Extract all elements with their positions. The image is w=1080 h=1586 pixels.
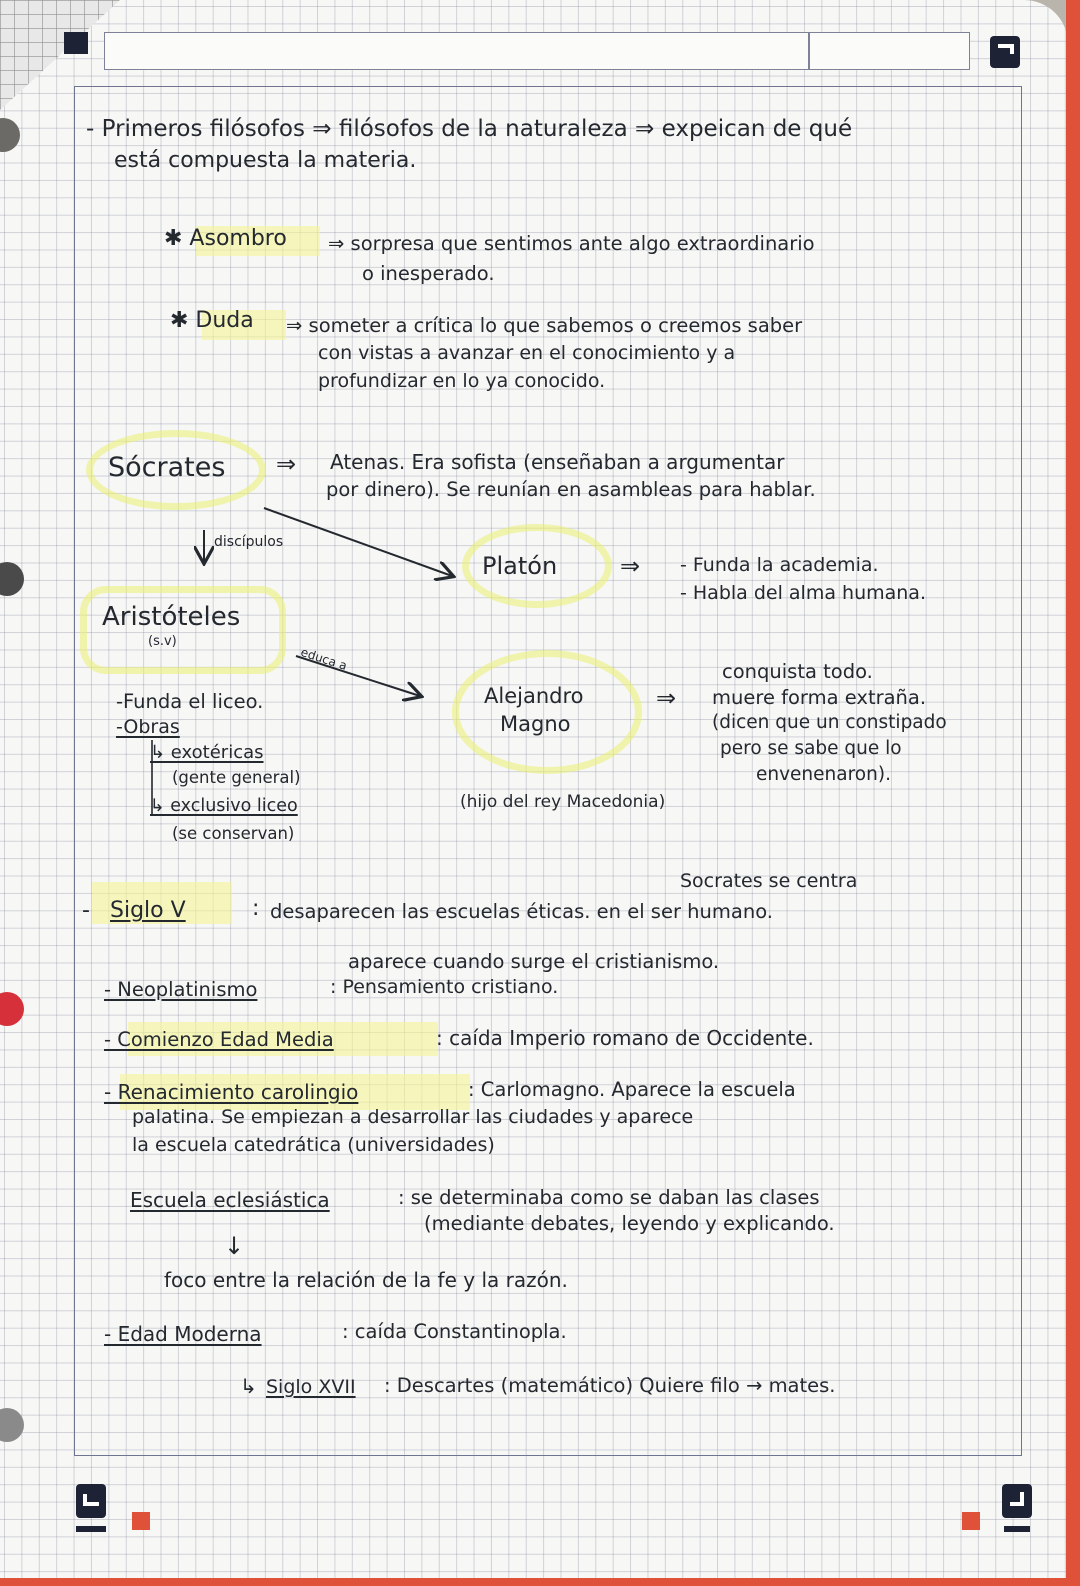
obra-1: ↳ exotéricas (150, 742, 264, 763)
disciples-label: discípulos (214, 534, 284, 550)
alejandro-note: (hijo del rey Macedonia) (460, 792, 666, 812)
socrates-desc-1: Atenas. Era sofista (enseñaban a argumentar (330, 450, 785, 474)
socrates-desc-2: por dinero). Se reunían en asambleas para hablar. (326, 478, 816, 501)
intro-line-2: está compuesta la materia. (114, 148, 417, 173)
platon-name: Platón (482, 552, 558, 580)
edad-moderna-text: : caída Constantinopla. (342, 1320, 567, 1343)
siglo-xvii-term: Siglo XVII (266, 1376, 356, 1398)
platon-item-2: - Habla del alma humana. (680, 582, 926, 604)
alejandro-desc-2: muere forma extraña. (712, 686, 927, 709)
edad-media-text: : caída Imperio romano de Occidente. (436, 1026, 814, 1050)
duda-definition-3: profundizar en lo ya conocido. (318, 370, 606, 392)
educa-label: educa a (299, 644, 349, 674)
obra-1-note: (gente general) (172, 768, 301, 787)
duda-term: ✱ Duda (170, 308, 254, 333)
alejandro-name-2: Magno (500, 712, 571, 736)
asombro-term: ✱ Asombro (164, 226, 287, 251)
socrates-arrow: ⇒ (276, 450, 297, 478)
platon-item-1: - Funda la academia. (680, 554, 879, 576)
aristoteles-item-1: -Funda el liceo. (116, 690, 264, 713)
siglo-xvii-prefix: ↳ (240, 1374, 257, 1398)
renacimiento-term: - Renacimiento carolingio (104, 1080, 359, 1104)
neo-text: : Pensamiento cristiano. (330, 976, 559, 998)
edad-media-term: - Comienzo Edad Media (104, 1028, 334, 1051)
asombro-definition-1: ⇒ sorpresa que sentimos ante algo extraordinario (328, 232, 815, 255)
siglo-v-above: Socrates se centra (680, 870, 858, 892)
duda-definition-2: con vistas a avanzar en el conocimiento y a (318, 342, 736, 364)
intro-line-1: - Primeros filósofos ⇒ filósofos de la naturaleza ⇒ expeican de qué (86, 116, 853, 142)
siglo-v-term: Siglo V (110, 898, 186, 923)
aristoteles-item-2: -Obras (116, 716, 180, 738)
foco-text: foco entre la relación de la fe y la razón. (164, 1268, 568, 1292)
alejandro-desc-3: (dicen que un constipado (712, 712, 947, 733)
siglo-v-dash: - (82, 898, 90, 923)
platon-arrow: ⇒ (620, 552, 641, 580)
obra-2-note: (se conservan) (172, 824, 295, 843)
alejandro-arrow: ⇒ (656, 684, 677, 712)
alejandro-name-1: Alejandro (484, 684, 584, 708)
renacimiento-text-2: palatina. Se empiezan a desarrollar las ciudades y aparece (132, 1106, 694, 1128)
escuela-text-1: : se determinaba como se daban las clases (398, 1186, 820, 1209)
alejandro-desc-4: pero se sabe que lo (720, 738, 902, 759)
asombro-definition-2: o inesperado. (362, 262, 495, 285)
socrates-name: Sócrates (108, 452, 226, 483)
siglo-v-text: desaparecen las escuelas éticas. en el ser humano. (270, 900, 773, 923)
escuela-term: Escuela eclesiástica (130, 1188, 330, 1212)
edad-moderna-term: - Edad Moderna (104, 1322, 262, 1346)
aristoteles-sub: (s.v) (148, 634, 177, 649)
escuela-text-2: (mediante debates, leyendo y explicando. (424, 1212, 835, 1235)
neo-above: aparece cuando surge el cristianismo. (348, 950, 720, 973)
siglo-xvii-text: : Descartes (matemático) Quiere filo → mates. (384, 1374, 836, 1397)
escuela-arrow: ↓ (224, 1232, 245, 1260)
alejandro-desc-5: envenenaron). (756, 764, 891, 785)
siglo-v-colon: : (252, 896, 260, 921)
duda-definition-1: ⇒ someter a crítica lo que sabemos o creemos saber (286, 314, 803, 337)
renacimiento-text-3: la escuela catedrática (universidades) (132, 1134, 495, 1156)
renacimiento-text-1: : Carlomagno. Aparece la escuela (468, 1078, 796, 1101)
aristoteles-name: Aristóteles (102, 602, 241, 632)
obra-2: ↳ exclusivo liceo (150, 796, 298, 816)
neo-term: - Neoplatinismo (104, 978, 258, 1001)
alejandro-desc-1: conquista todo. (722, 660, 873, 683)
arrow-socrates-to-platon (264, 508, 452, 576)
